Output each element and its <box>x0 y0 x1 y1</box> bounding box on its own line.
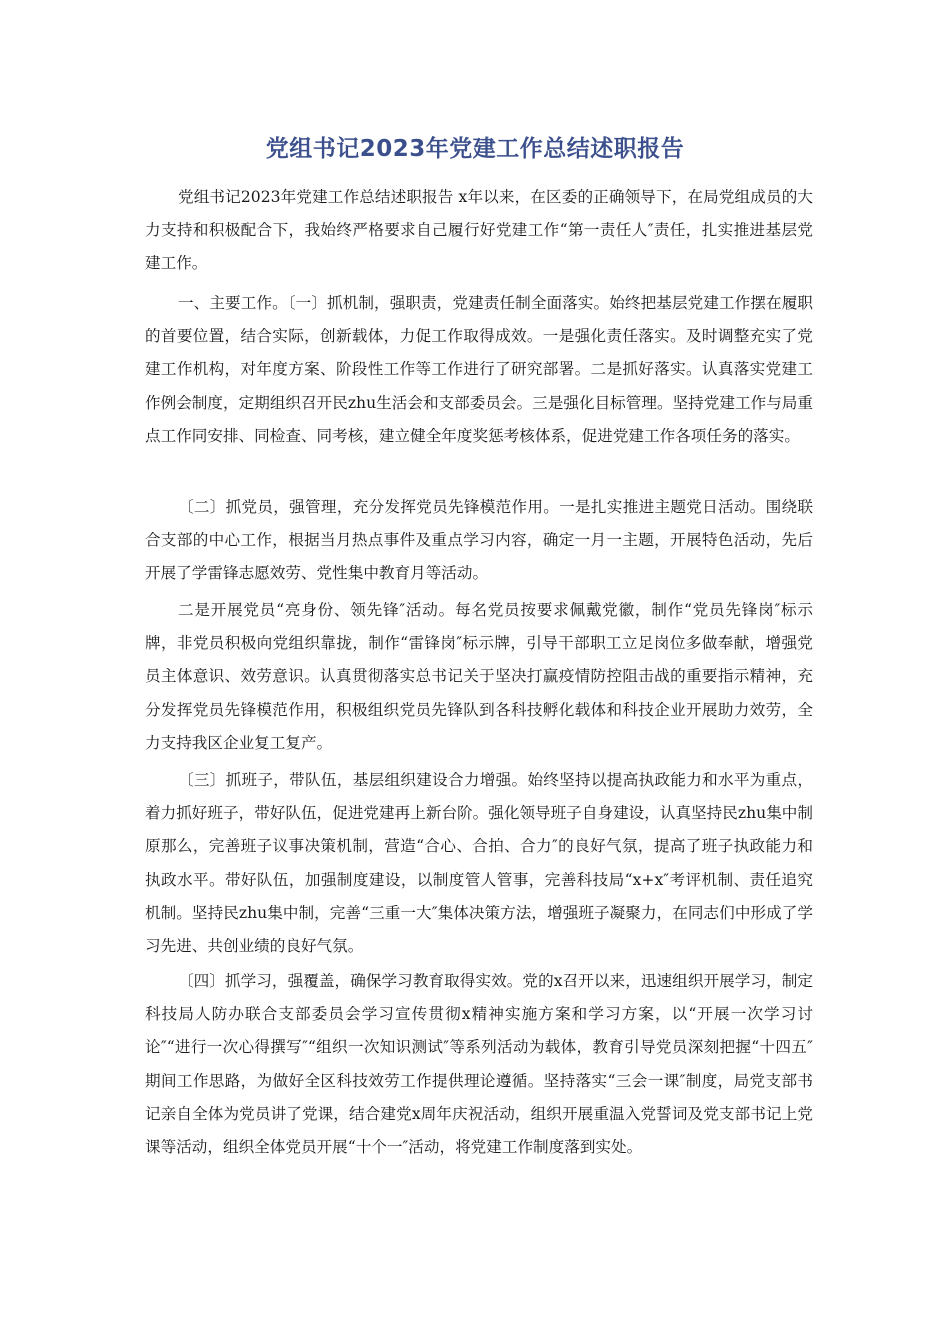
document-title: 党组书记2023年党建工作总结述职报告 <box>265 136 685 162</box>
paragraph-section-2: 〔二〕抓党员，强管理，充分发挥党员先锋模范作用。一是扎实推进主题党日活动。围绕联合支部的中心工作，根据当月热点事件及重点学习内容，确定一月一主题，开展特色活动，先后开展了学雷锋志愿效劳、党性集中教育月等活动。 <box>145 498 813 583</box>
paragraph-section-4: 〔四〕抓学习，强覆盖，确保学习教育取得实效。党的x召开以来，迅速组织开展学习，制定科技局人防办联合支部委员会学习宣传贯彻x精神实施方案和学习方案，以“开展一次学习讨论″“进行一次心得撰写″“组织一次知识测试″等系列活动为载体，教育引导党员深刻把握“十四五″期间工作思路，为做好全区科技效劳工作提供理论遵循。坚持落实“三会一课″制度，局党支部书记亲自全体为党员讲了党课，结合建党x周年庆祝活动，组织开展重温入党誓词及党支部书记上党课等活动，组织全体党员开展“十个一″活动，将党建工作制度落到实处。 <box>145 972 813 1157</box>
paragraph-intro: 党组书记2023年党建工作总结述职报告 x年以来，在区委的正确领导下，在局党组成员的大力支持和积极配合下，我始终严格要求自己履行好党建工作“第一责任人″责任，扎实推进基层党建工作。 <box>145 188 813 273</box>
paragraph-section-2-continued: 二是开展党员“亮身份、领先锋″活动。每名党员按要求佩戴党徽，制作“党员先锋岗″标示牌，非党员积极向党组织靠拢，制作“雷锋岗″标示牌，引导干部职工立足岗位多做奉献，增强党员主体意识、效劳意识。认真贯彻落实总书记关于坚决打赢疫情防控阻击战的重要指示精神，充分发挥党员先锋模范作用，积极组织党员先锋队到各科技孵化载体和科技企业开展助力效劳，全力支持我区企业复工复产。 <box>145 601 813 752</box>
paragraph-section-1: 一、主要工作。〔一〕抓机制，强职责，党建责任制全面落实。始终把基层党建工作摆在履职的首要位置，结合实际，创新载体，力促工作取得成效。一是强化责任落实。及时调整充实了党建工作机构，对年度方案、阶段性工作等工作进行了研究部署。二是抓好落实。认真落实党建工作例会制度，定期组织召开民zhu生活会和支部委员会。三是强化目标管理。坚持党建工作与局重点工作同安排、同检查、同考核，建立健全年度奖惩考核体系，促进党建工作各项任务的落实。 <box>145 294 813 445</box>
paragraph-section-3: 〔三〕抓班子，带队伍，基层组织建设合力增强。始终坚持以提高执政能力和水平为重点，着力抓好班子，带好队伍，促进党建再上新台阶。强化领导班子自身建设，认真坚持民zhu集中制原那么，完善班子议事决策机制，营造“合心、合拍、合力″的良好气氛，提高了班子执政能力和执政水平。带好队伍，加强制度建设，以制度管人管事，完善科技局“x+x″考评机制、责任追究机制。坚持民zhu集中制，完善“三重一大″集体决策方法，增强班子凝聚力，在同志们中形成了学习先进、共创业绩的良好气氛。 <box>145 771 813 956</box>
